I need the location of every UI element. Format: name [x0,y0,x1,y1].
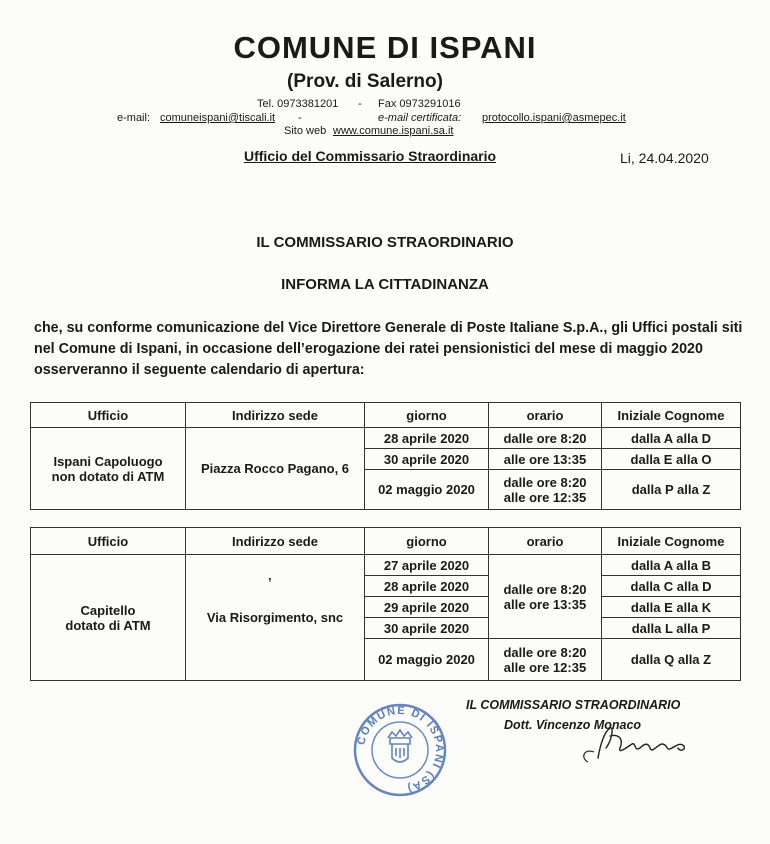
table-row [31,428,741,449]
day-cell: 28 aprile 2020 [365,428,489,449]
handwritten-signature-icon [540,718,710,766]
initials-cell: dalla C alla D [602,576,741,597]
office-atm-note: non dotato di ATM [51,468,165,484]
initials-cell: dalla E alla K [602,597,741,618]
time-line: dalle ore 8:20 [503,474,587,490]
initials-cell: dalla A alla B [602,555,741,576]
header-office: Ufficio [31,528,186,555]
signatory-name: Dott. Vincenzo Monaco [504,718,642,732]
pec-label: e-mail certificata: [378,112,462,124]
phone-number: Tel. 0973381201 [257,98,339,110]
office-atm-note: dotato di ATM [65,617,151,633]
day-cell: 28 aprile 2020 [365,576,489,597]
office-name: Capitello [80,602,136,618]
initials-cell: dalla E alla O [602,449,741,470]
initials-cell: dalla Q alla Z [602,639,741,681]
website-link[interactable]: www.comune.ispani.sa.it [333,125,454,137]
province-subtitle: (Prov. di Salerno) [287,71,443,92]
header-initials: Iniziale Cognome [602,528,741,555]
time-line: alle ore 13:35 [503,596,587,612]
time-line: dalle ore 8:20 [503,581,587,597]
initials-cell: dalla L alla P [602,618,741,639]
day-cell: 27 aprile 2020 [365,555,489,576]
day-cell: 02 maggio 2020 [365,639,489,681]
time-cell [489,555,602,639]
address-text: Via Risorgimento, snc [206,610,344,625]
time-cell: alle ore 13:35 [489,449,602,470]
address-mark: ’ [268,575,272,590]
table-row [31,555,741,576]
day-cell: 29 aprile 2020 [365,597,489,618]
initials-cell: dalla P alla Z [602,470,741,510]
office-name: Ispani Capoluogo [53,453,163,469]
municipality-title: COMUNE DI ISPANI [233,30,537,65]
office-cell [31,428,186,510]
day-cell: 30 aprile 2020 [365,618,489,639]
header-office: Ufficio [31,403,186,428]
time-line: alle ore 12:35 [503,489,587,505]
official-stamp-icon [352,702,448,798]
header-address: Indirizzo sede [186,403,365,428]
time-line: alle ore 12:35 [503,659,587,675]
schedule-table-ispani [30,402,741,510]
pec-link[interactable]: protocollo.ispani@asmepec.it [482,112,626,124]
time-cell [489,470,602,510]
office-heading: Ufficio del Commissario Straordinario [244,148,497,164]
header-time: orario [489,528,602,555]
header-address: Indirizzo sede [186,528,365,555]
time-cell [489,639,602,681]
fax-number: Fax 0973291016 [378,98,461,110]
email-dash: - [298,112,302,124]
document-date: Li, 24.04.2020 [620,150,709,166]
initials-cell: dalla A alla D [602,428,741,449]
header-initials: Iniziale Cognome [602,403,741,428]
schedule-table-capitello [30,527,741,681]
office-cell [31,555,186,681]
day-cell: 30 aprile 2020 [365,449,489,470]
header-day: giorno [365,403,489,428]
notice-paragraph: che, su conforme comunicazione del Vice Direttore Generale di Poste Italiane S.p.A., gli Uffici postali siti nel Comune di Ispani, in occasione dell’erogazione dei ratei pensionistici del mese di maggio 2020 osserveranno il seguente calendario di apertura: [34,320,743,378]
address-cell [186,555,365,681]
address-cell: Piazza Rocco Pagano, 6 [186,428,365,510]
header-time: orario [489,403,602,428]
table-header-row [31,528,741,555]
contact-separator: - [358,98,362,110]
time-cell: dalle ore 8:20 [489,428,602,449]
notice-heading: IL COMMISSARIO STRAORDINARIO [256,234,514,251]
email-link[interactable]: comuneispani@tiscali.it [160,112,276,124]
svg-text:COMUNE DI ISPANI (SA): COMUNE DI ISPANI (SA) [355,704,446,795]
header-day: giorno [365,528,489,555]
website-label: Sito web [284,125,327,137]
day-cell: 02 maggio 2020 [365,470,489,510]
signatory-role: IL COMMISSARIO STRAORDINARIO [466,698,681,712]
notice-subheading: INFORMA LA CITTADINANZA [281,276,489,293]
table-header-row [31,403,741,428]
time-line: dalle ore 8:20 [503,644,587,660]
email-label: e-mail: [117,112,151,124]
